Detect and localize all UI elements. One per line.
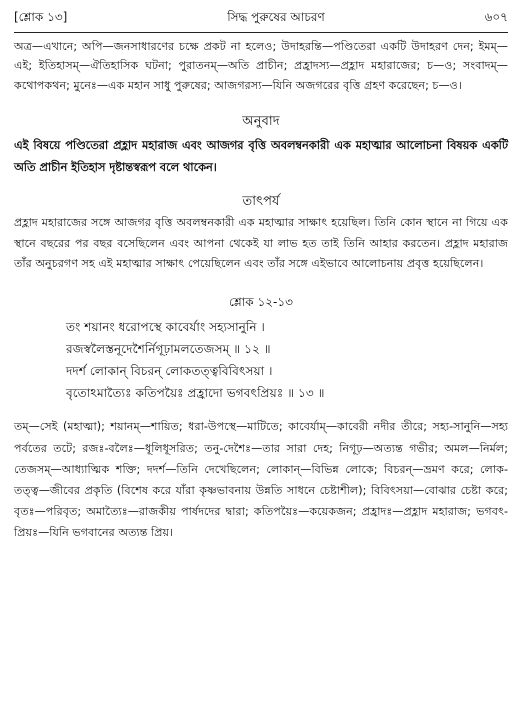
verse-line: রজস্বলৈস্তনূদেশৈর্নিগূঢ়ামলতেজসম্ ॥ ১২ ॥ bbox=[66, 342, 271, 357]
translation-text: এই বিষয়ে পণ্ডিতেরা প্রহ্লাদ মহারাজ এবং আজগর বৃত্তি অবলম্বনকারী এক মহাত্মার আলোচনা বিষয়ক একটি অতি প্রাচীন ইতিহাস দৃষ্টান্তস্বরূপ বলে থাকেন। bbox=[14, 139, 508, 175]
book-page bbox=[14, 8, 508, 555]
translation-heading: অনুবাদ bbox=[242, 114, 280, 130]
synonyms-text: তম্—সেই (মহাত্মা); শয়ানম্—শায়িত; ধরা-উপস্থে—মাটিতে; কাবের্যাম্—কাবেরী নদীর তীরে; সহ্য-সানুনি—সহ্য পর্বতের তটে; রজঃ-বলৈঃ—ধূলিধূসরিত; তনু-দেশৈঃ—তার সারা দেহ; নিগূঢ়—অত্যন্ত গভীর; অমল—নির্মল; তেজসম্—আধ্যাত্মিক শক্তি; দদর্শ—তিনি দেখেছিলেন; লোকান্—বিভিন্ন লোকে; বিচরন্—ভ্রমণ করে; লোক-তত্ত্ব—জীবের প্রকৃতি (বিশেষ করে যাঁরা কৃষ্ণভাবনায় উন্নতি সাধনে চেষ্টাশীল); বিবিৎসয়া—বোঝার চেষ্টা করে; বৃতঃ—পরিবৃত; অমাত্যৈঃ—রাজকীয় পার্ষদদের দ্বারা; কতিপয়ৈঃ—কয়েকজন; প্রহ্রাদঃ—প্রহ্লাদ মহারাজ; ভগবৎ-প্রিয়ঃ—যিনি ভগবানের অত্যন্ত প্রিয়। bbox=[14, 420, 508, 540]
verse-heading: শ্লোক ১২-১৩ bbox=[229, 295, 293, 310]
verse-line: বৃতোঽমাত্যৈঃ কতিপয়ৈঃ প্রহ্রাদো ভগবৎপ্রিয়ঃ ॥ ১৩ ॥ bbox=[66, 386, 325, 401]
chapter-title: সিদ্ধ পুরুষের আচরণ bbox=[227, 10, 325, 24]
header-rule bbox=[14, 32, 508, 33]
purport-text: প্রহ্লাদ মহারাজের সঙ্গে আজগর বৃত্তি অবলম্বনকারী এক মহাত্মার সাক্ষাৎ হয়েছিল। তিনি কোন স্থানে না গিয়ে এক স্থানে বছরের পর বছর বসেছিলেন এবং আপনা থেকেই যা লাভ হত তাই তিনি আহার করতেন। প্রহ্লাদ মহারাজ তাঁর অনুচরগণ সহ এই মহাত্মার সাক্ষাৎ পেয়েছিলেন এবং তাঁর সঙ্গে এইভাবে আলোচনায় প্রবৃত্ত হয়েছিলেন। bbox=[14, 216, 508, 271]
purport-heading: তাৎপর্য bbox=[242, 194, 280, 210]
verse-reference: [শ্লোক ১৩] bbox=[14, 10, 68, 24]
running-header bbox=[14, 8, 508, 30]
verse-line: তং শয়ানং ধরোপস্থে কাবের্যাং সহ্যসানুনি । bbox=[66, 320, 265, 335]
verse-text bbox=[14, 316, 508, 404]
verse-line: দদর্শ লোকান্ বিচরন্ লোকতত্ত্ববিবিৎসয়া । bbox=[66, 364, 273, 379]
word-meanings-top: অত্র—এখানে; অপি—জনসাধারণের চক্ষে প্রকট না হলেও; উদাহরন্তি—পণ্ডিতেরা একটি উদাহরণ দেন; ইমম্—এই; ইতিহাসম্—ঐতিহাসিক ঘটনা; পুরাতনম্—অতি প্রাচীন; প্রহ্রাদস্য—প্রহ্লাদ মহারাজের; চ—ও; সংবাদম্—কথোপকথন; মুনেঃ—এক মহান সাধু পুরুষের; আজগরস্য—যিনি অজগরের বৃত্তি গ্রহণ করেছেন; চ—ও। bbox=[14, 40, 508, 92]
page-number: ৬০৭ bbox=[484, 10, 508, 24]
